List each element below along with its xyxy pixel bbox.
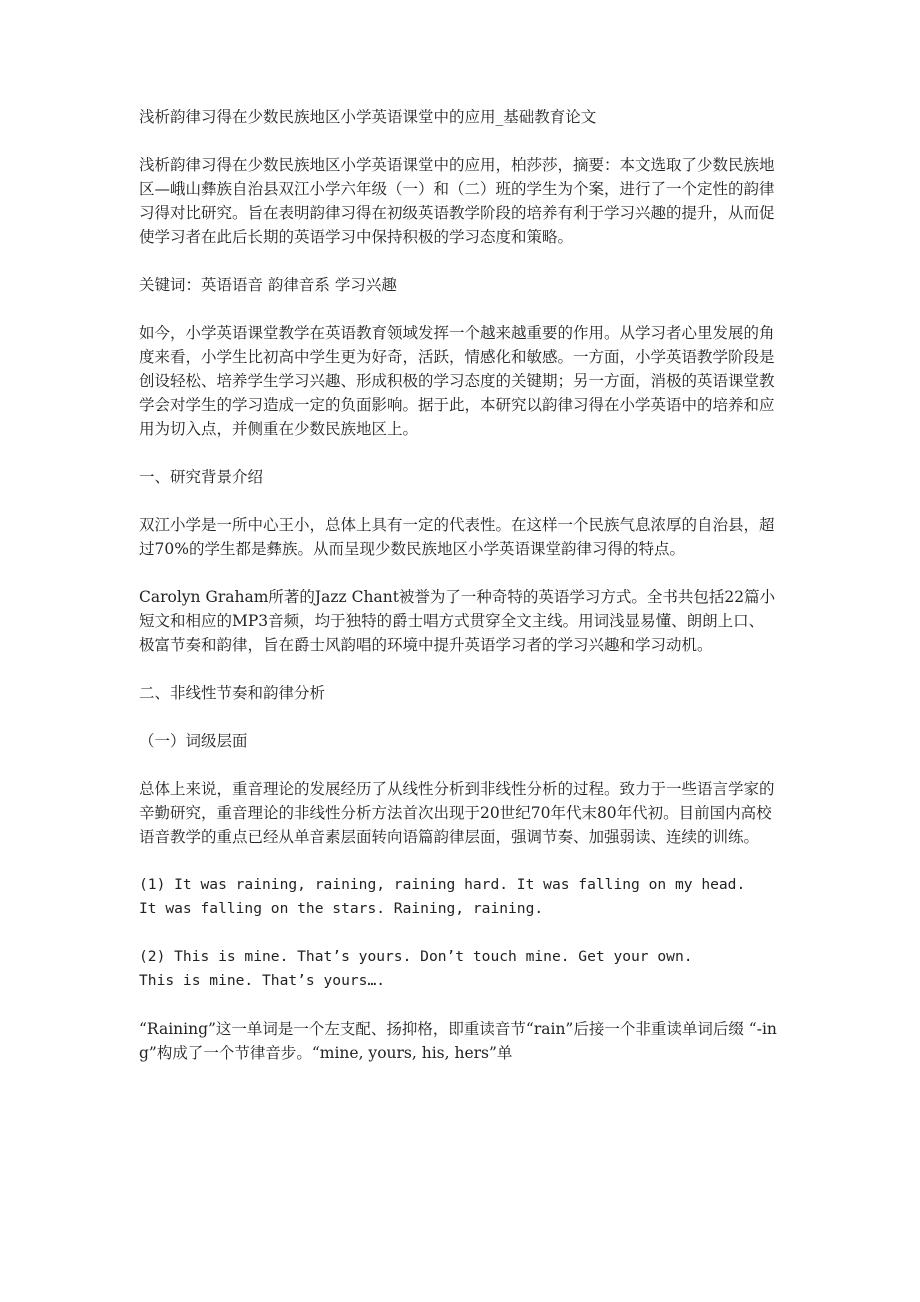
keywords-line: 关键词：英语语音 韵律音系 学习兴趣: [139, 276, 397, 294]
abstract-paragraph: 浅析韵律习得在少数民族地区小学英语课堂中的应用，柏莎莎，摘要：本文选取了少数民族地区—峨山彝族自治县双江小学六年级（一）和（二）班的学生为个案，进行了一个定性的韵律习得对比研究。旨在表明韵律习得在初级英语教学阶段的培养有利于学习兴趣的提升，从而促使学习者在此后长期的英语学习中保持积极的学习态度和策略。: [139, 156, 775, 246]
example-2: [139, 945, 779, 993]
example-2-line-1: (2) This is mine. That’s yours. Don’t touch mine. Get your own.: [139, 948, 693, 965]
example-1-line-1: (1) It was raining, raining, raining hard. It was falling on my head.: [139, 876, 746, 893]
section-heading-analysis: 二、非线性节奏和韵律分析: [139, 684, 326, 702]
document-title: 浅析韵律习得在少数民族地区小学英语课堂中的应用_基础教育论文: [139, 108, 597, 126]
subsection-heading-word-level: （一）词级层面: [139, 732, 248, 750]
document-body: [139, 105, 779, 1089]
word-level-paragraph: 总体上来说，重音理论的发展经历了从线性分析到非线性分析的过程。致力于一些语言学家的辛勤研究，重音理论的非线性分析方法首次出现于20世纪70年代末80年代初。目前国内高校语音教学的重点已经从单音素层面转向语篇韵律层面，强调节奏、加强弱读、连续的训练。: [139, 780, 775, 846]
intro-paragraph: 如今，小学英语课堂教学在英语教育领域发挥一个越来越重要的作用。从学习者心里发展的角度来看，小学生比初高中学生更为好奇，活跃，情感化和敏感。一方面，小学英语教学阶段是创设轻松、培养学生学习兴趣、形成积极的学习态度的关键期；另一方面，消极的英语课堂教学会对学生的学习造成一定的负面影响。据于此，本研究以韵律习得在小学英语中的培养和应用为切入点，并侧重在少数民族地区上。: [139, 324, 775, 438]
example-1: [139, 873, 779, 921]
background-paragraph-1: 双江小学是一所中心王小，总体上具有一定的代表性。在这样一个民族气息浓厚的自治县，超过70%的学生都是彝族。从而呈现少数民族地区小学英语课堂韵律习得的特点。: [139, 516, 775, 558]
example-1-line-2: It was falling on the stars. Raining, raining.: [139, 900, 544, 917]
example-2-line-2: This is mine. That’s yours….: [139, 972, 386, 989]
section-heading-background: 一、研究背景介绍: [139, 468, 264, 486]
background-paragraph-2: Carolyn Graham所著的Jazz Chant被誉为了一种奇特的英语学习方式。全书共包括22篇小短文和相应的MP3音频，均于独特的爵士唱方式贯穿全文主线。用词浅显易懂、朗朗上口、极富节奏和韵律，旨在爵士风韵唱的环境中提升英语学习者的学习兴趣和学习动机。: [139, 588, 776, 654]
analysis-paragraph: “Raining”这一单词是一个左支配、扬抑格，即重读音节“rain”后接一个非重读单词后缀 “-ing”构成了一个节律音步。“mine, yours, his, hers”单: [139, 1020, 777, 1062]
